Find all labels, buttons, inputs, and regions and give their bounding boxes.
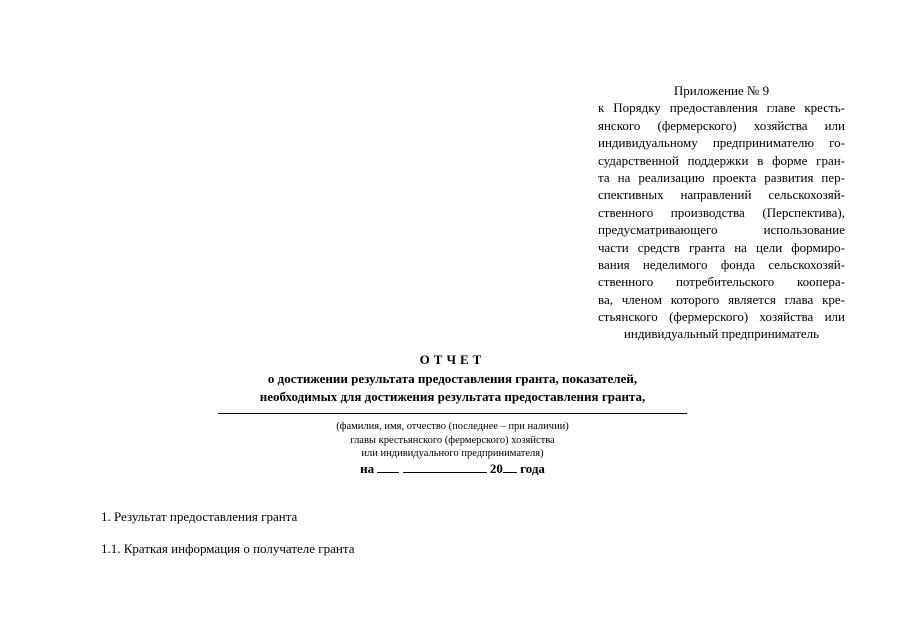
report-subtitle-line: необходимых для достижения результата предоставления гранта, — [259, 389, 646, 404]
caption-line: главы крестьянского (фермерского) хозяйства — [350, 434, 555, 446]
recipient-caption — [0, 420, 905, 461]
appendix-line: та на реализацию проекта развития пер- — [598, 169, 845, 185]
appendix-line: янского (фермерского) хозяйства или — [598, 117, 845, 133]
report-subtitle — [0, 370, 905, 406]
appendix-line: индивидуальному предпринимателю го- — [598, 135, 845, 151]
section-heading-1-1: 1.1. Краткая информация о получателе гранта — [101, 541, 355, 556]
report-subtitle-line: о достижении результата предоставления гранта, показателей, — [267, 371, 638, 386]
appendix-line: ва, членом которого является глава кре- — [598, 291, 845, 307]
day-blank — [377, 460, 399, 473]
appendix-line: ственного потребительского коопера- — [598, 274, 845, 290]
report-title: ОТЧЕТ — [419, 352, 486, 367]
caption-line: (фамилия, имя, отчество (последнее – при наличии) — [336, 421, 569, 432]
appendix-line: к Порядку предоставления главе кресть- — [598, 100, 845, 116]
year-blank — [503, 460, 517, 473]
period-prefix: на — [360, 461, 375, 476]
appendix-line: стьянского (фермерского) хозяйства или — [598, 309, 845, 325]
appendix-title: Приложение № 9 — [673, 83, 770, 98]
period-year-prefix: 20 — [489, 461, 503, 476]
period-suffix: года — [520, 461, 545, 476]
recipient-name-fill-line — [218, 413, 687, 414]
report-period — [0, 460, 905, 477]
month-blank — [403, 460, 487, 473]
appendix-line: сударственной поддержки в форме гран- — [598, 152, 845, 168]
appendix-line: спективных направлений сельскохозяй- — [598, 187, 845, 203]
appendix-line: ственного производства (Перспектива), — [598, 204, 845, 220]
caption-line: или индивидуального предпринимателя) — [361, 448, 544, 459]
appendix-line: вания неделимого фонда сельскохозяй- — [598, 256, 845, 272]
section-heading-1: 1. Результат предоставления гранта — [101, 509, 298, 524]
appendix-line: предусматривающего использование — [598, 222, 845, 238]
appendix-line: индивидуальный предприниматель — [623, 326, 820, 342]
appendix-line: части средств гранта на цели формиро- — [598, 239, 845, 255]
appendix-header — [598, 82, 845, 343]
